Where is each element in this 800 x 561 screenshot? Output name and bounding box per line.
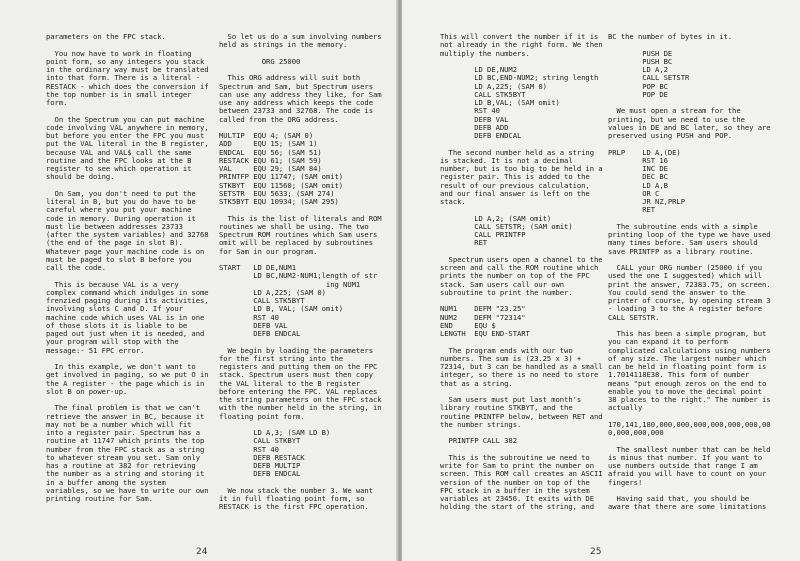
text-line: print the answer, 72383.75, on screen. [608,279,771,289]
text-line: In this example, we don't want to [46,362,196,371]
text-line: the number as a string and storing it [46,469,205,479]
text-line: preserved using PUSH and POP. [608,131,733,140]
text-line: LD A,225; (SAM 0) [219,287,326,297]
text-line: RST 40 [440,106,500,116]
text-line: values in DE and BC later, so they are [608,122,771,132]
text-line: Sam users must put last month's [440,395,582,404]
right-page [402,0,800,561]
text-line: On Sam, you don't need to put the [46,188,196,198]
text-line: not already in the right form. We then [440,40,603,50]
text-line: LD DE,NUM2 [440,65,517,74]
text-line: LD B,VAL; (SAM omit) [440,98,560,107]
text-line: can use any address they like, for Sam [219,89,382,99]
text-line: DEFB ENDCAL [219,469,301,479]
text-line: integer, so there is no need to store [440,370,599,380]
text-line: 38 places to the right." The number is [608,395,771,404]
text-line: put the VAL literal in the B register, [46,139,209,149]
text-line: ENDCAL EQU 56; (SAM 51) [219,147,322,157]
text-line: actually [608,403,643,413]
text-line: NUM2 DEFM "72314" [440,312,526,322]
text-line: into a register pair. Spectrum has a [46,428,200,437]
text-line: RESTACK - which does the conversion if [46,81,209,91]
text-line: Whatever page your machine code is on [46,246,205,256]
text-line: enable you to move the decimal point [608,386,762,396]
text-line: variables, so we have to write our own [46,485,209,495]
text-line: message:- 51 FPC error. [46,345,145,355]
text-line: use any address which keeps the code [219,98,373,107]
text-line: CALL STK5BYT [219,296,305,305]
text-line: 1.7014118E38. This form of number [608,370,750,380]
text-line: This has been a simple program, but [608,329,767,338]
text-line: retrieve the answer in BC, because it [46,411,205,421]
text-line: JR NZ,PRLP [608,197,685,206]
text-line: The smallest number that can be held [608,444,771,454]
text-line: RST 40 [219,312,279,322]
text-line: PRLP LD A,(DE) [608,147,681,157]
text-line: printing loop of the type we have used [608,230,771,239]
text-line: the number strings. [440,419,522,429]
text-line: PRINTFP EQU 11747; (SAM omit) [219,172,344,182]
text-line: can be held in floating point form is [608,362,767,371]
text-line: must lie between addresses 23733 [46,221,183,231]
text-line: PRINTFP CALL 382 [440,436,517,446]
text-line: called from the ORG address. [219,114,339,124]
text-line: CALL STKBYT [219,436,301,446]
text-line: of any size. The largest number which [608,353,767,363]
text-line: routine PRINTFP below, between RET and [440,411,603,421]
text-line: screen. This ROM call creates an ASCII [440,469,603,479]
text-line: before entering the FPC. VAL replaces [219,386,378,396]
text-line: must be paged to slot B before you [46,254,192,264]
left-column-2 [219,33,389,512]
text-line: aware that there are some limitations [608,502,767,512]
text-line: complicated calculations using numbers [608,345,771,355]
text-line: is minus that number. If you want to [608,452,762,462]
text-line: This ORG address will suit both [219,73,361,83]
text-line: FPC stack in a buffer in the system [440,485,590,495]
text-line: ORG 25000 [219,56,301,66]
text-line: The subroutine ends with a simple [608,221,758,231]
text-line: many times before. Sam users should [608,238,758,248]
text-line: variables at 23456. It exits with DE [440,494,594,503]
text-line: LENGTH EQU END-START [440,329,530,338]
text-line: floating point form. [219,411,305,421]
text-line: INC DE [608,164,668,173]
text-line: with the number held in the string, in [219,403,382,413]
text-line: DEC BC [608,172,668,182]
text-line: prints the number on top of the FPC [440,271,590,281]
text-line: form. [46,98,68,107]
text-line: library routine STKBYT, and the [440,403,573,413]
text-line: This is the subroutine we need to [440,452,590,462]
text-line: that as a string. [440,378,513,388]
text-line: because VAL and VAL$ call the same [46,147,192,157]
text-line: you can expand it to perform [608,337,728,347]
text-line: in the ordinary way must be translated [46,65,209,74]
text-line: CALL SETSTR [608,73,690,83]
text-line: This will convert the number if it is [440,32,599,41]
text-line: printer of course, by opening stream 3 [608,296,771,305]
text-line: We begin by loading the parameters [219,345,373,355]
text-line: result of our previous calculation, [440,180,590,190]
text-line: stack. Spectrum users must then copy [219,370,373,380]
text-line: into that form. There is a literal - [46,73,200,83]
text-line: use numbers outside that range I am [608,461,758,470]
text-line: CALL PRINTFP [440,230,526,239]
text-line: DEFB ADD [440,122,509,132]
text-line: complex command which indulges in some [46,287,209,297]
text-line: may not be a number which will fit [46,419,192,429]
text-line: You could send the answer to the [608,287,745,297]
text-line: The second number held as a string [440,147,594,157]
text-line: registers and putting them on the FPC [219,362,378,371]
text-line: PUSH BC [608,56,673,66]
text-line: omit will be replaced by subroutines [219,238,373,248]
text-line: CALL SETSTR; (SAM omit) [440,221,573,231]
text-line: machine code which uses VAL is in one [46,312,205,322]
text-line: Spectrum and Sam, but Spectrum users [219,81,373,91]
text-line: This is the list of literals and ROM [219,213,382,223]
text-line: DEFB ENDCAL [440,131,522,140]
text-line: routine and the FPC looks at the B [46,155,192,165]
text-line: parameters on the FPC stack. [46,32,166,41]
text-line: paged out just when it is needed, and [46,329,205,338]
text-line: routine at 11747 which prints the top [46,436,205,446]
text-line: numbers. The sum is (23.25 x 3) + [440,353,582,363]
text-line: held as strings in the memory. [219,40,348,50]
text-line: ADD EQU 15; (SAM 1) [219,139,318,149]
text-line: slot B on power-up. [46,386,128,396]
text-line: holding the start of the string, and [440,502,594,512]
text-line: CALL SETSTR. [608,312,660,322]
text-line: number from the FPC stack as a string [46,444,205,454]
text-line: register to see which operation it [46,164,192,173]
page-number-right: 25 [590,547,602,557]
text-line: LD A,2; (SAM omit) [440,213,552,223]
text-line: POP BC [608,81,668,91]
text-line: LD A,3; (SAM LD B) [219,428,331,437]
text-line: RESTACK EQU 61; (SAM 59) [219,155,322,165]
text-line: We now stack the number 3. We want [219,485,373,495]
text-line: 0,000,000,000 [608,428,664,437]
text-line: RST 16 [608,155,668,165]
text-line: CALL your ORG number (25000 if you [608,263,762,272]
text-line: LD BC,NUM2-NUM1;length of str [219,271,378,281]
text-line: ing NUM1 [219,279,361,289]
text-line: LD B, VAL; (SAM omit) [219,304,344,314]
text-line: On the Spectrum you can put machine [46,114,205,124]
text-line: CALL STK5BYT [440,89,526,99]
text-line: stack. Sam users call our own [440,279,565,289]
text-line: 72314, but 3 can be handled as a small [440,362,603,371]
text-line: your program will stop with the [46,337,179,347]
text-line: So let us do a sum involving numbers [219,32,382,41]
text-line: the string parameters on the FPC stack [219,395,382,404]
text-line: means "put enough zeros on the end to [608,378,767,388]
text-line: point form, so any integers you stack [46,56,205,66]
left-page [0,0,398,561]
text-line: SETSTR EQU 5633; (SAM 274) [219,188,335,198]
text-line: printing, but we need to use the [608,114,745,124]
text-line: RET [440,238,488,248]
text-line: careful where you put your machine [46,205,192,215]
text-line: has a routine at 382 for retrieving [46,461,196,470]
text-line: subroutine to print the number. [440,287,573,297]
text-line: MULTIP EQU 4; (SAM 0) [219,131,314,140]
text-line: The final problem is that we can't [46,403,200,413]
right-column-1 [440,33,610,512]
text-line: save PRINTFP as a library routine. [608,246,754,256]
text-line: RESTACK is the first FPC operation. [219,502,369,512]
text-line: version of the number on top of the [440,477,590,487]
text-line: 170,141,180,000,000,000,000,000,000,00 [608,419,771,429]
text-line: NUM1 DEFM "23.25" [440,304,526,314]
text-line: STKBYT EQU 11560; (SAM omit) [219,180,344,190]
text-line: the A register - the page which is in [46,378,205,388]
text-line: screen and call the ROM routine which [440,263,599,272]
text-line: Spectrum ROM routines which Sam users [219,230,378,239]
text-line: DEFB RESTACK [219,452,305,462]
text-line: the VAL literal to the B register [219,378,361,388]
text-line: BC the number of bytes in it. [608,32,733,41]
text-line: printing routine for Sam. [46,494,153,503]
text-line: call the code. [46,263,106,272]
text-line: involving slots C and D. If your [46,304,183,314]
text-line: RST 40 [219,444,279,454]
right-column-2 [608,33,778,512]
text-line: number, but is too big to be held in a [440,164,603,173]
text-line: You now have to work in floating [46,48,192,58]
text-line: frenzied paging during its activities, [46,296,209,305]
text-line: register pair. This is added to the [440,172,590,182]
text-line: DEFB ENDCAL [219,329,301,338]
text-line: for the first string into the [219,353,344,363]
text-line: code in memory. During operation it [46,213,196,223]
text-line: The program ends with our two [440,345,573,355]
text-line: afraid you will have to count on your [608,469,767,479]
text-line: and our final answer is left on the [440,188,590,198]
text-line: We must open a stream for the [608,106,741,116]
text-line: routines we shall be using. The two [219,221,369,231]
text-line: literal in B, but you do have to be [46,197,196,206]
text-line: write for Sam to print the number on [440,461,594,470]
text-line: fingers! [608,477,643,487]
text-line: POP DE [608,89,668,99]
text-line: but before you enter the FPC you must [46,131,205,140]
text-line: Spectrum users open a channel to the [440,254,603,264]
page-number-left: 24 [196,547,208,557]
left-column-1 [46,33,216,503]
text-line: it in full floating point form, so [219,494,365,503]
text-line: LD A,225; (SAM 0) [440,81,547,91]
text-line: for Sam in our program. [219,246,318,256]
text-line: multiply the numbers. [440,48,530,58]
text-line: to whatever stream you set. Sam only [46,452,200,462]
text-line: STK5BYT EQU 10934; (SAM 295) [219,197,339,206]
text-line: get involved in paging, so we put O in [46,370,209,380]
text-line: This is because VAL is a very [46,279,179,289]
text-line: START LD DE,NUM1 [219,263,296,272]
text-line: OR C [608,188,660,198]
text-line: RET [608,205,656,215]
text-line: stack. [440,197,466,206]
text-line: LD BC,END-NUM2; string length [440,73,599,83]
text-line: DEFB MULTIP [219,461,301,470]
text-line: END EQU $ [440,320,496,330]
text-line: PUSH DE [608,48,673,58]
text-line: (after the system variables) and 32768 [46,230,209,239]
text-line: - loading 3 to the A register before [608,304,762,314]
text-line: of those slots it is liable to be [46,320,188,330]
text-line: LD A,B [608,180,668,190]
text-line: used the one I suggested) which will [608,271,762,281]
text-line: between 23733 and 32768. The code is [219,106,373,116]
text-line: DEFB VAL [440,114,509,124]
text-line: should be doing. [46,172,115,182]
text-line: the top number is in small integer [46,89,192,99]
text-line: (the end of the page in slot B). [46,238,183,248]
text-line: DEFB VAL [219,320,288,330]
text-line: LD A,2 [608,65,668,74]
text-line: in a buffer among the system [46,477,166,487]
text-line: is stacked. It is not a decimal [440,155,573,165]
text-line: Having said that, you should be [608,494,750,503]
text-line: code involving VAL anywhere in memory, [46,122,209,132]
text-line: VAL EQU 29; (SAM 84) [219,164,322,173]
